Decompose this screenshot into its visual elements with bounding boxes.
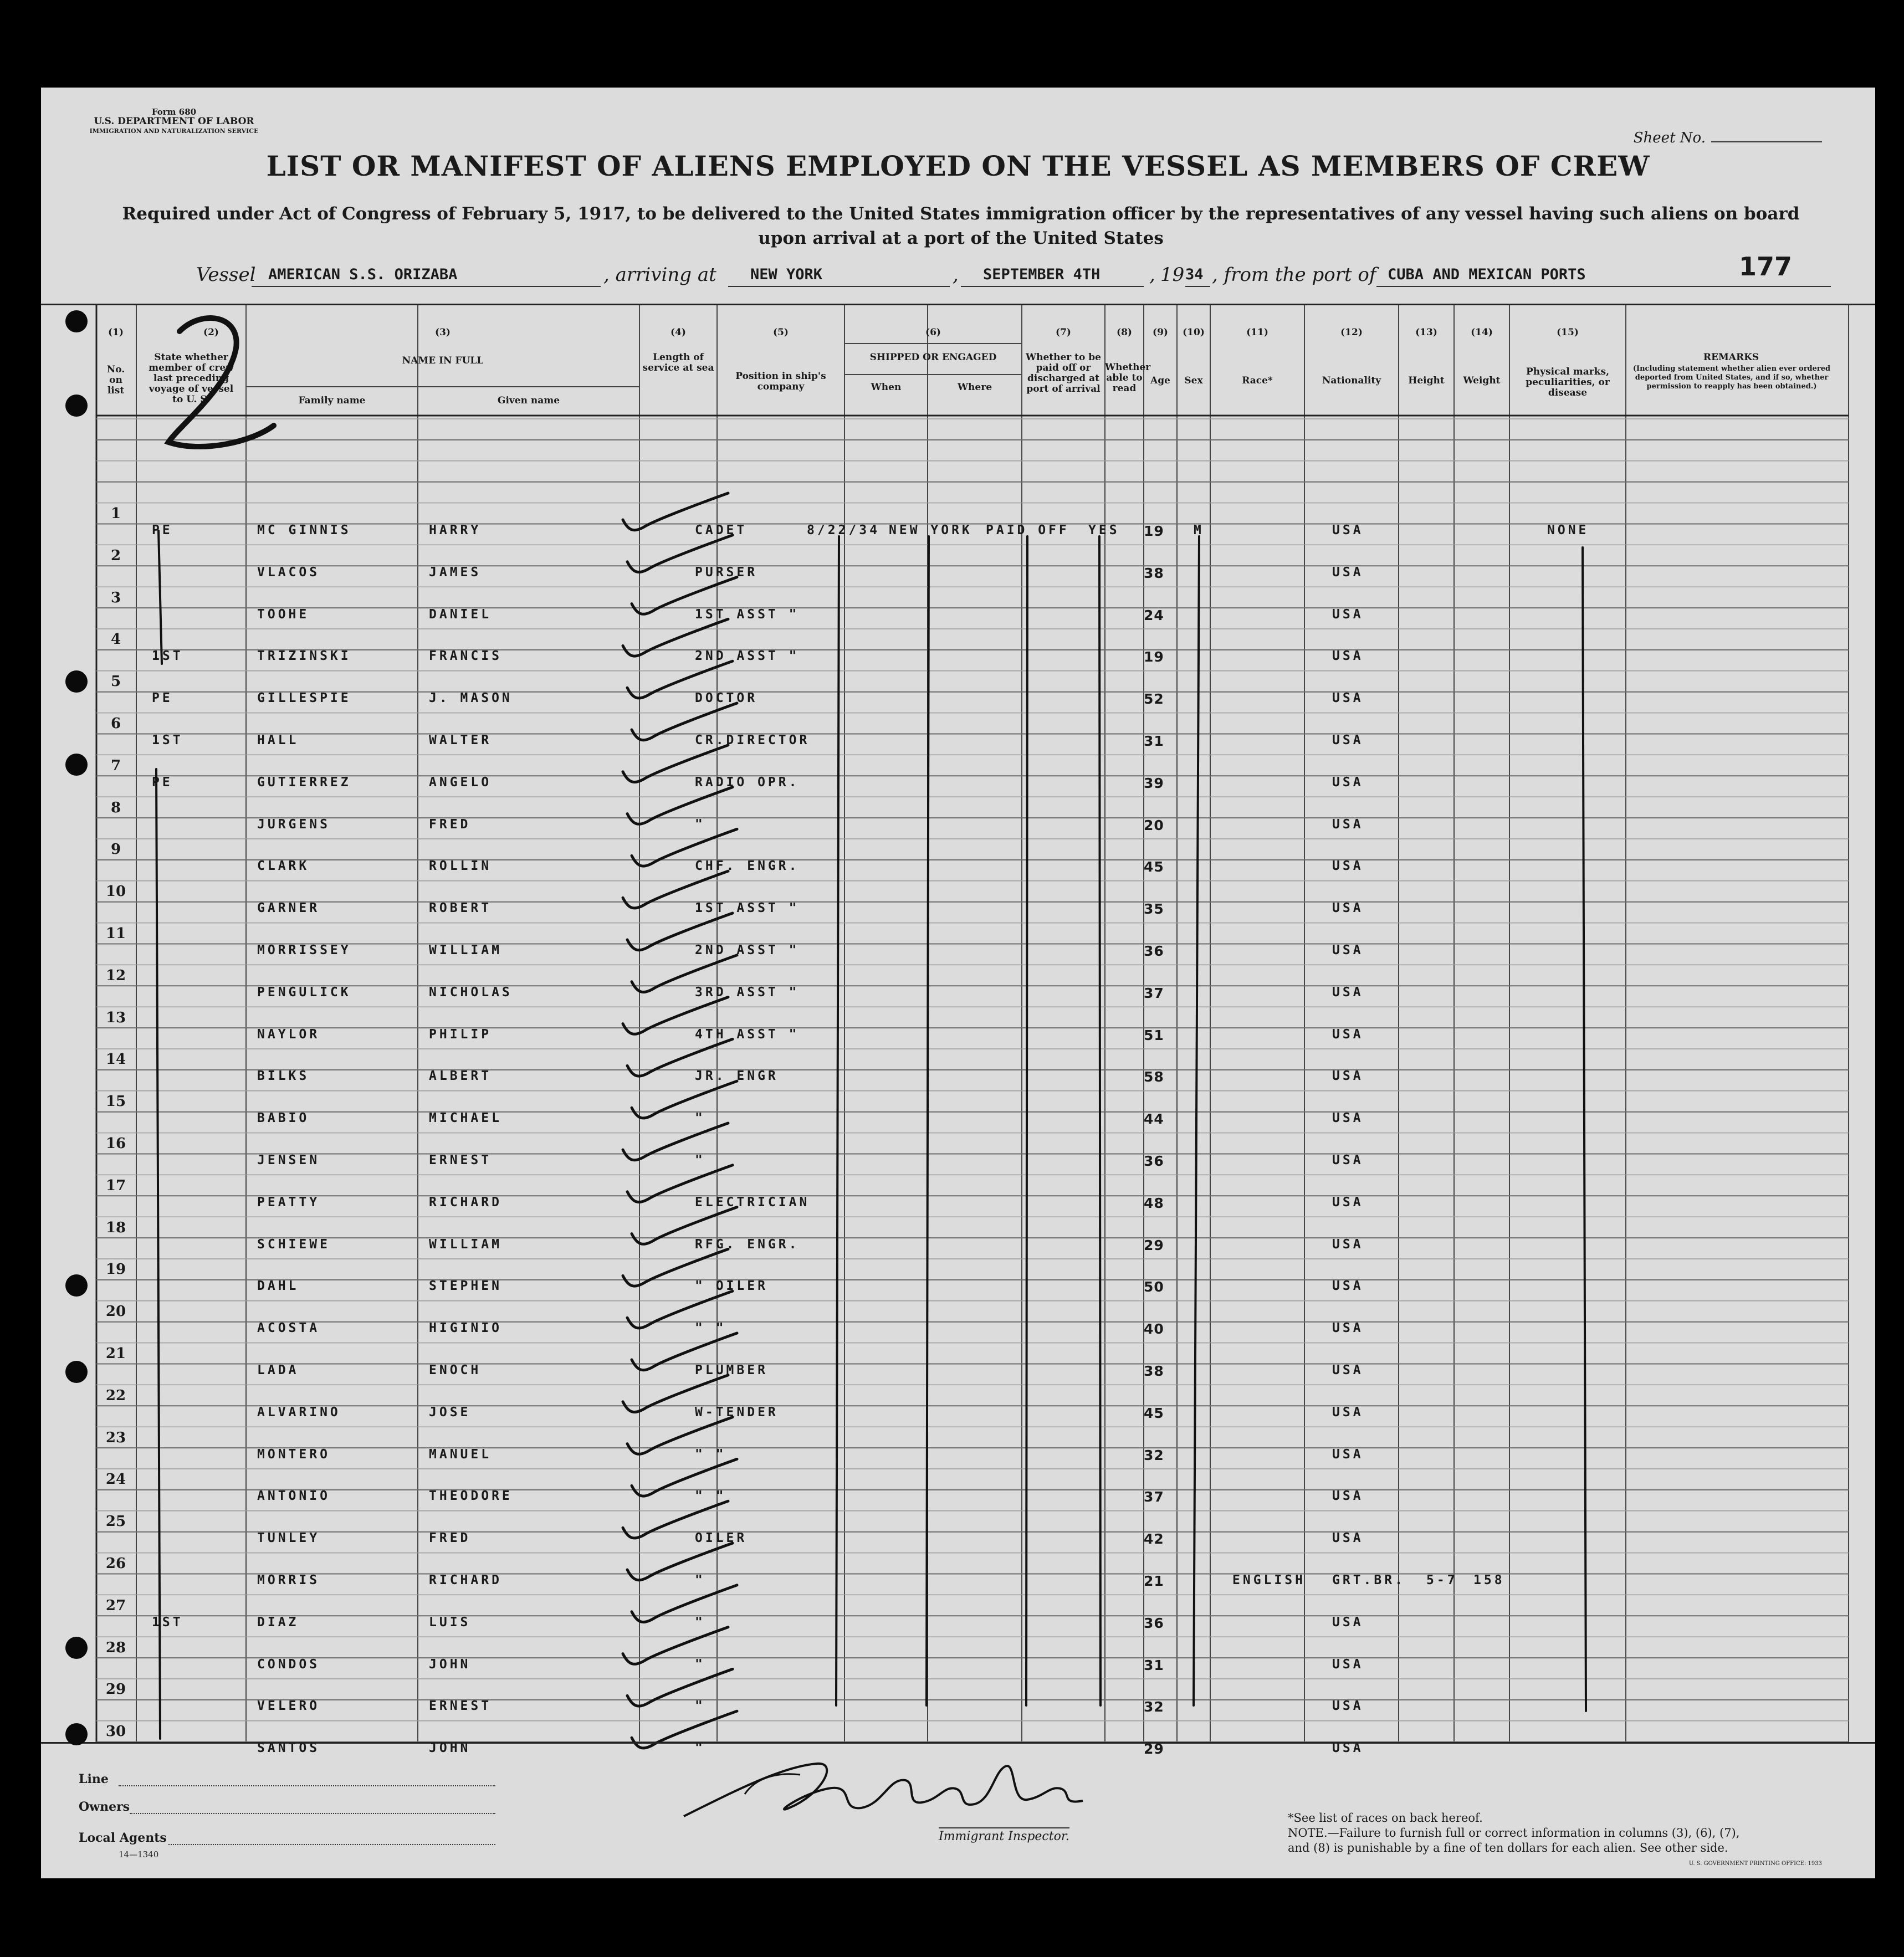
binder-hole: [65, 395, 88, 417]
col-10-header: Sex: [1184, 375, 1203, 386]
cell-family: DIAZ: [257, 1615, 299, 1630]
manifest-sheet: [41, 88, 1875, 1878]
row-number: 10: [105, 883, 126, 900]
cell-age: 21: [1144, 1573, 1164, 1589]
row-number: 3: [110, 589, 121, 606]
col-11-number: (11): [1246, 327, 1268, 338]
arrival-date-field: SEPTEMBER 4TH: [961, 264, 1144, 287]
cell-position: " ": [695, 1447, 726, 1462]
cell-family: TRIZINSKI: [257, 649, 351, 664]
footer-rule: [41, 1742, 1875, 1744]
cell-nat: USA: [1332, 1321, 1364, 1336]
cell-given: JOSE: [429, 1405, 471, 1420]
vessel-line: Vessel AMERICAN S.S. ORIZABA , arriving at NEW YORK , SEPTEMBER 4TH , 19 34 , from the port of CUBA AND MEXICAN PORTS: [196, 264, 1836, 288]
cell-given: MICHAEL: [429, 1111, 502, 1126]
check-mark: [1583, 547, 1586, 1711]
sheet-no-label: Sheet No.: [1633, 130, 1706, 146]
cell-position: 4TH ASST ": [695, 1027, 800, 1042]
row-number: 30: [105, 1723, 126, 1740]
cell-family: SCHIEWE: [257, 1237, 330, 1252]
row-number: 18: [105, 1219, 126, 1236]
cell-given: HIGINIO: [429, 1321, 502, 1336]
col-4-number: (4): [671, 327, 686, 338]
col-14-number: (14): [1471, 327, 1493, 338]
cell-family: VELERO: [257, 1699, 320, 1714]
cell-given: ENOCH: [429, 1363, 482, 1377]
col-11-header: Race*: [1242, 375, 1273, 386]
cell-paid: PAID OFF: [986, 523, 1069, 537]
cell-age: 45: [1144, 859, 1164, 875]
owners-label: Owners: [79, 1800, 130, 1814]
row-number: 11: [105, 925, 126, 942]
cell-position: 1ST ASST ": [695, 901, 800, 916]
cell-family: ALVARINO: [257, 1405, 341, 1420]
col-12-header: Nationality: [1322, 375, 1381, 386]
cell-age: 36: [1144, 1615, 1164, 1631]
cell-nat: USA: [1332, 1279, 1364, 1294]
cell-nat: USA: [1332, 775, 1364, 790]
col-12-number: (12): [1340, 327, 1363, 338]
row-number: 24: [105, 1471, 126, 1488]
cell-given: ERNEST: [429, 1699, 492, 1714]
cell-age: 37: [1144, 1489, 1164, 1505]
check-mark: [1026, 536, 1027, 1705]
cell-given: MANUEL: [429, 1447, 492, 1462]
cell-prev: PE: [152, 775, 173, 790]
cell-given: LUIS: [429, 1615, 471, 1630]
row-number: 2: [110, 547, 121, 564]
cell-race: ENGLISH: [1232, 1573, 1306, 1587]
cell-family: DAHL: [257, 1279, 299, 1294]
cell-position: CHF. ENGR.: [695, 859, 800, 874]
cell-nat: USA: [1332, 1699, 1364, 1714]
cell-position: 2ND ASST ": [695, 649, 800, 664]
service-name: IMMIGRATION AND NATURALIZATION SERVICE: [89, 127, 259, 135]
col-6b-header: Where: [957, 382, 992, 393]
cell-position: CR.DIRECTOR: [695, 733, 810, 747]
cell-nat: USA: [1332, 1363, 1364, 1377]
printer-imprint: U. S. GOVERNMENT PRINTING OFFICE: 1933: [1688, 1861, 1822, 1867]
cell-family: PEATTY: [257, 1195, 320, 1210]
cell-given: WALTER: [429, 733, 492, 747]
page-title: LIST OR MANIFEST OF ALIENS EMPLOYED ON THE VESSEL AS MEMBERS OF CREW: [266, 150, 1650, 182]
cell-position: W-TENDER: [695, 1405, 779, 1420]
cell-given: FRED: [429, 817, 471, 832]
check-mark: [623, 1123, 728, 1160]
row-number: 7: [110, 757, 121, 774]
cell-family: GILLESPIE: [257, 691, 351, 706]
cell-nat: USA: [1332, 1111, 1364, 1126]
cell-nat: USA: [1332, 1237, 1364, 1252]
row-number: 25: [105, 1513, 126, 1530]
col-7-number: (7): [1056, 327, 1071, 338]
cell-nat: USA: [1332, 1405, 1364, 1420]
col-8-header: Whether able to read: [1105, 362, 1151, 394]
cell-nat: USA: [1332, 1615, 1364, 1630]
cell-age: 36: [1144, 1153, 1164, 1169]
cell-age: 29: [1144, 1741, 1164, 1758]
cell-family: CLARK: [257, 859, 310, 874]
cell-nat: USA: [1332, 691, 1364, 706]
arriving-label: , arriving at: [603, 264, 716, 286]
line-label: Line: [79, 1772, 109, 1786]
cell-nat: USA: [1332, 1657, 1364, 1672]
check-mark: [627, 787, 733, 824]
from-port-field: CUBA AND MEXICAN PORTS: [1376, 264, 1831, 287]
cell-position: " ": [695, 1321, 726, 1336]
row-number: 9: [110, 841, 121, 858]
cell-given: RICHARD: [429, 1573, 502, 1587]
check-mark: [627, 1669, 733, 1706]
row-number: 27: [105, 1597, 126, 1614]
col-2-header: State whether member of crew last preceding voyage of vessel to U. S.: [149, 352, 234, 405]
check-mark: [927, 536, 929, 1705]
remarks-header: REMARKS: [1703, 352, 1759, 363]
cell-family: VLACOS: [257, 565, 320, 580]
cell-position: ": [695, 1573, 705, 1587]
cell-age: 42: [1144, 1531, 1164, 1548]
cell-nat: USA: [1332, 1447, 1364, 1462]
cell-height: 5-7: [1426, 1573, 1458, 1587]
cell-age: 31: [1144, 733, 1164, 749]
cell-family: MORRISSEY: [257, 943, 351, 957]
page-subtitle: Required under Act of Congress of February 5, 1917, to be delivered to the United States immigration officer by the representatives of any vessel having such aliens on board upon arrival at a port of the United States: [122, 204, 1800, 248]
cell-prev: 1ST: [152, 733, 183, 747]
cell-given: STEPHEN: [429, 1279, 502, 1294]
row-number: 5: [110, 673, 121, 690]
col-3b-header: Given name: [497, 395, 560, 406]
cell-position: PURSER: [695, 565, 758, 580]
row-number: 22: [105, 1387, 126, 1404]
cell-age: 38: [1144, 1363, 1164, 1379]
cell-age: 19: [1144, 523, 1164, 539]
col-8-number: (8): [1117, 327, 1132, 338]
cell-given: FRED: [429, 1531, 471, 1546]
cell-family: ANTONIO: [257, 1489, 330, 1504]
cell-position: ": [695, 817, 705, 832]
cell-position: ": [695, 1699, 705, 1714]
cell-position: PLUMBER: [695, 1363, 768, 1377]
cell-nat: USA: [1332, 985, 1364, 1000]
check-mark: [623, 1627, 728, 1664]
check-mark: [627, 1543, 733, 1580]
cell-age: 45: [1144, 1405, 1164, 1421]
cell-position: " OILER: [695, 1279, 768, 1294]
cell-sex: M: [1194, 523, 1204, 537]
col-3a-header: Family name: [298, 395, 366, 406]
cell-given: ERNEST: [429, 1153, 492, 1167]
cell-nat: USA: [1332, 1195, 1364, 1210]
cell-position: CADET: [695, 523, 748, 537]
form-number: Form 680: [151, 107, 197, 117]
cell-given: RICHARD: [429, 1195, 502, 1210]
col-13-header: Height: [1408, 375, 1445, 386]
cell-prev: PE: [152, 523, 173, 537]
cell-age: 32: [1144, 1447, 1164, 1463]
form-code: 14—1340: [119, 1850, 159, 1859]
cell-age: 36: [1144, 943, 1164, 959]
races-note: *See list of races on back hereof.: [1288, 1811, 1483, 1825]
col-6-number: (6): [925, 327, 941, 338]
cell-nat: USA: [1332, 943, 1364, 957]
cell-age: 40: [1144, 1321, 1164, 1338]
row-number: 12: [105, 967, 126, 984]
row-number: 13: [105, 1009, 126, 1026]
check-mark: [1099, 536, 1101, 1705]
cell-given: DANIEL: [429, 607, 492, 622]
binder-hole: [65, 1723, 88, 1745]
remarks-note: (Including statement whether alien ever ordered deported from United States, and if so, whether permission to reapply has been obtained.): [1632, 365, 1831, 391]
row-number: 28: [105, 1639, 126, 1656]
cell-family: MONTERO: [257, 1447, 330, 1462]
cell-when: 8/22/34: [807, 523, 880, 537]
cell-given: ANGELO: [429, 775, 492, 790]
cell-family: BILKS: [257, 1069, 310, 1084]
row-number: 1: [110, 505, 121, 522]
col-6-header: SHIPPED OR ENGAGED: [869, 352, 997, 363]
cell-given: THEODORE: [429, 1489, 513, 1504]
cell-given: ALBERT: [429, 1069, 492, 1084]
cell-age: 20: [1144, 817, 1164, 833]
local-agents-label: Local Agents: [79, 1831, 167, 1845]
check-mark: [158, 531, 162, 664]
cell-family: SANTOS: [257, 1741, 320, 1756]
cell-given: WILLIAM: [429, 1237, 502, 1252]
binder-hole: [65, 1274, 88, 1297]
binder-hole: [65, 754, 88, 776]
cell-nat: USA: [1332, 1531, 1364, 1546]
check-mark: [836, 536, 839, 1705]
cell-position: OILER: [695, 1531, 748, 1546]
cell-given: ROLLIN: [429, 859, 492, 874]
cell-nat: USA: [1332, 1489, 1364, 1504]
cell-nat: USA: [1332, 565, 1364, 580]
col-15-header: Physical marks, peculiarities, or disease: [1526, 366, 1610, 398]
from-label: , from the port of: [1212, 264, 1376, 286]
col-9-number: (9): [1153, 327, 1168, 338]
cell-family: CONDOS: [257, 1657, 320, 1672]
cell-family: NAYLOR: [257, 1027, 320, 1042]
cell-given: JOHN: [429, 1741, 471, 1756]
check-mark: [156, 769, 160, 1739]
cell-position: ": [695, 1657, 705, 1672]
check-mark: [632, 1585, 737, 1622]
cell-given: WILLIAM: [429, 943, 502, 957]
cell-position: " ": [695, 1489, 726, 1504]
local-agents-field: [168, 1844, 495, 1845]
check-mark: [1194, 536, 1199, 1705]
col-3-number: (3): [435, 327, 451, 338]
row-number: 17: [105, 1177, 126, 1194]
col-10-number: (10): [1183, 327, 1205, 338]
cell-position: ": [695, 1615, 705, 1630]
cell-age: 39: [1144, 775, 1164, 791]
line-field: [119, 1785, 495, 1786]
cell-family: GUTIERREZ: [257, 775, 351, 790]
cell-age: 50: [1144, 1279, 1164, 1295]
cell-given: ROBERT: [429, 901, 492, 916]
cell-position: JR. ENGR: [695, 1069, 779, 1084]
cell-given: JOHN: [429, 1657, 471, 1672]
cell-family: HALL: [257, 733, 299, 747]
row-number: 26: [105, 1555, 126, 1572]
row-number: 19: [105, 1261, 126, 1278]
col-7-header: Whether to be paid off or discharged at port of arrival: [1026, 352, 1101, 395]
cell-position: ": [695, 1111, 705, 1126]
cell-nat: USA: [1332, 523, 1364, 537]
department-name: U.S. DEPARTMENT OF LABOR: [94, 116, 254, 127]
inspector-label: Immigrant Inspector.: [939, 1827, 1069, 1843]
cell-given: J. MASON: [429, 691, 513, 706]
arrival-port-field: NEW YORK: [728, 264, 950, 287]
cell-prev: 1ST: [152, 649, 183, 664]
col-5-header: Position in ship's company: [735, 371, 826, 392]
cell-read: YES: [1088, 523, 1120, 537]
vessel-name-field: AMERICAN S.S. ORIZABA: [252, 264, 601, 287]
cell-nat: USA: [1332, 1069, 1364, 1084]
cell-nat: USA: [1332, 1153, 1364, 1167]
penalty-note: NOTE.—Failure to furnish full or correct information in columns (3), (6), (7), and (8) is punishable by a fine of ten dollars for each alien. See other side.: [1288, 1826, 1740, 1854]
col-14-header: Weight: [1463, 375, 1501, 386]
cell-family: LADA: [257, 1363, 299, 1377]
cell-age: 38: [1144, 565, 1164, 581]
cell-age: 44: [1144, 1111, 1164, 1128]
cell-family: JURGENS: [257, 817, 330, 832]
cell-position: 2ND ASST ": [695, 943, 800, 957]
col-5-number: (5): [773, 327, 789, 338]
cell-age: 29: [1144, 1237, 1164, 1253]
col-4-header: Length of service at sea: [642, 352, 714, 373]
check-mark: [632, 1081, 737, 1118]
owners-field: [130, 1813, 495, 1814]
cell-given: PHILIP: [429, 1027, 492, 1042]
cell-family: TUNLEY: [257, 1531, 320, 1546]
cell-nat: USA: [1332, 607, 1364, 622]
cell-position: RFG. ENGR.: [695, 1237, 800, 1252]
cell-age: 51: [1144, 1027, 1164, 1043]
cell-age: 32: [1144, 1699, 1164, 1715]
cell-family: PENGULICK: [257, 985, 351, 1000]
sheet-no-field: [1634, 130, 1822, 146]
cell-prev: PE: [152, 691, 173, 706]
cell-family: ACOSTA: [257, 1321, 320, 1336]
form-header: [85, 107, 263, 136]
cell-age: 31: [1144, 1657, 1164, 1673]
row-number: 8: [110, 799, 121, 816]
cell-age: 58: [1144, 1069, 1164, 1085]
cell-nat: USA: [1332, 1027, 1364, 1042]
cell-age: 24: [1144, 607, 1164, 623]
year-prefix: 19: [1160, 264, 1185, 286]
row-number: 6: [110, 715, 121, 732]
cell-position: ELECTRICIAN: [695, 1195, 810, 1210]
cell-family: TOOHE: [257, 607, 310, 622]
row-number: 21: [105, 1345, 126, 1362]
cell-given: NICHOLAS: [429, 985, 513, 1000]
col-1-header: No. on list: [106, 364, 125, 396]
cell-given: HARRY: [429, 523, 482, 537]
row-number: 23: [105, 1429, 126, 1446]
cell-family: BABIO: [257, 1111, 310, 1126]
row-number: 20: [105, 1303, 126, 1320]
cell-position: ": [695, 1741, 705, 1756]
col-2-number: (2): [203, 327, 219, 338]
cell-family: GARNER: [257, 901, 320, 916]
inspector-signature: [673, 1755, 1105, 1827]
cell-weight: 158: [1473, 1573, 1505, 1587]
cell-age: 37: [1144, 985, 1164, 1001]
row-number: 4: [110, 631, 121, 648]
row-number: 15: [105, 1093, 126, 1110]
cell-position: ": [695, 1153, 705, 1167]
year-field: 34: [1185, 264, 1210, 287]
cell-age: 35: [1144, 901, 1164, 918]
cell-nat: USA: [1332, 1741, 1364, 1756]
cell-given: JAMES: [429, 565, 482, 580]
binder-hole: [65, 310, 88, 332]
cell-family: MC GINNIS: [257, 523, 351, 537]
cell-nat: USA: [1332, 859, 1364, 874]
cell-family: MORRIS: [257, 1573, 320, 1587]
vessel-label: Vessel: [196, 264, 256, 286]
cell-age: 48: [1144, 1195, 1164, 1211]
row-number: 29: [105, 1681, 126, 1698]
header-rule: [41, 304, 1875, 305]
col-15-number: (15): [1557, 327, 1579, 338]
row-number: 14: [105, 1051, 126, 1068]
col-9-header: Age: [1150, 375, 1170, 386]
cell-position: 1ST ASST ": [695, 607, 800, 622]
cell-position: DOCTOR: [695, 691, 758, 706]
cell-prev: 1ST: [152, 1615, 183, 1630]
binder-hole: [65, 1637, 88, 1659]
sheet-number: 177: [1738, 252, 1792, 281]
col-13-number: (13): [1415, 327, 1437, 338]
cell-position: 3RD ASST ": [695, 985, 800, 1000]
row-number: 16: [105, 1135, 126, 1152]
col-3-header: NAME IN FULL: [402, 355, 484, 366]
col-1-number: (1): [108, 327, 124, 338]
cell-nat: USA: [1332, 649, 1364, 664]
cell-position: RADIO OPR.: [695, 775, 800, 790]
cell-nat: USA: [1332, 817, 1364, 832]
binder-hole: [65, 670, 88, 693]
cell-marks: NONE: [1547, 523, 1589, 537]
footer-notes: [1288, 1811, 1742, 1856]
cell-given: FRANCIS: [429, 649, 502, 664]
cell-nat: USA: [1332, 901, 1364, 916]
cell-family: JENSEN: [257, 1153, 320, 1167]
cell-nat: GRT.BR.: [1332, 1573, 1405, 1587]
cell-age: 19: [1144, 649, 1164, 665]
binder-hole: [65, 1361, 88, 1383]
col-6a-header: When: [871, 382, 902, 393]
cell-age: 52: [1144, 691, 1164, 708]
cell-where: NEW YORK: [889, 523, 973, 537]
cell-nat: USA: [1332, 733, 1364, 747]
